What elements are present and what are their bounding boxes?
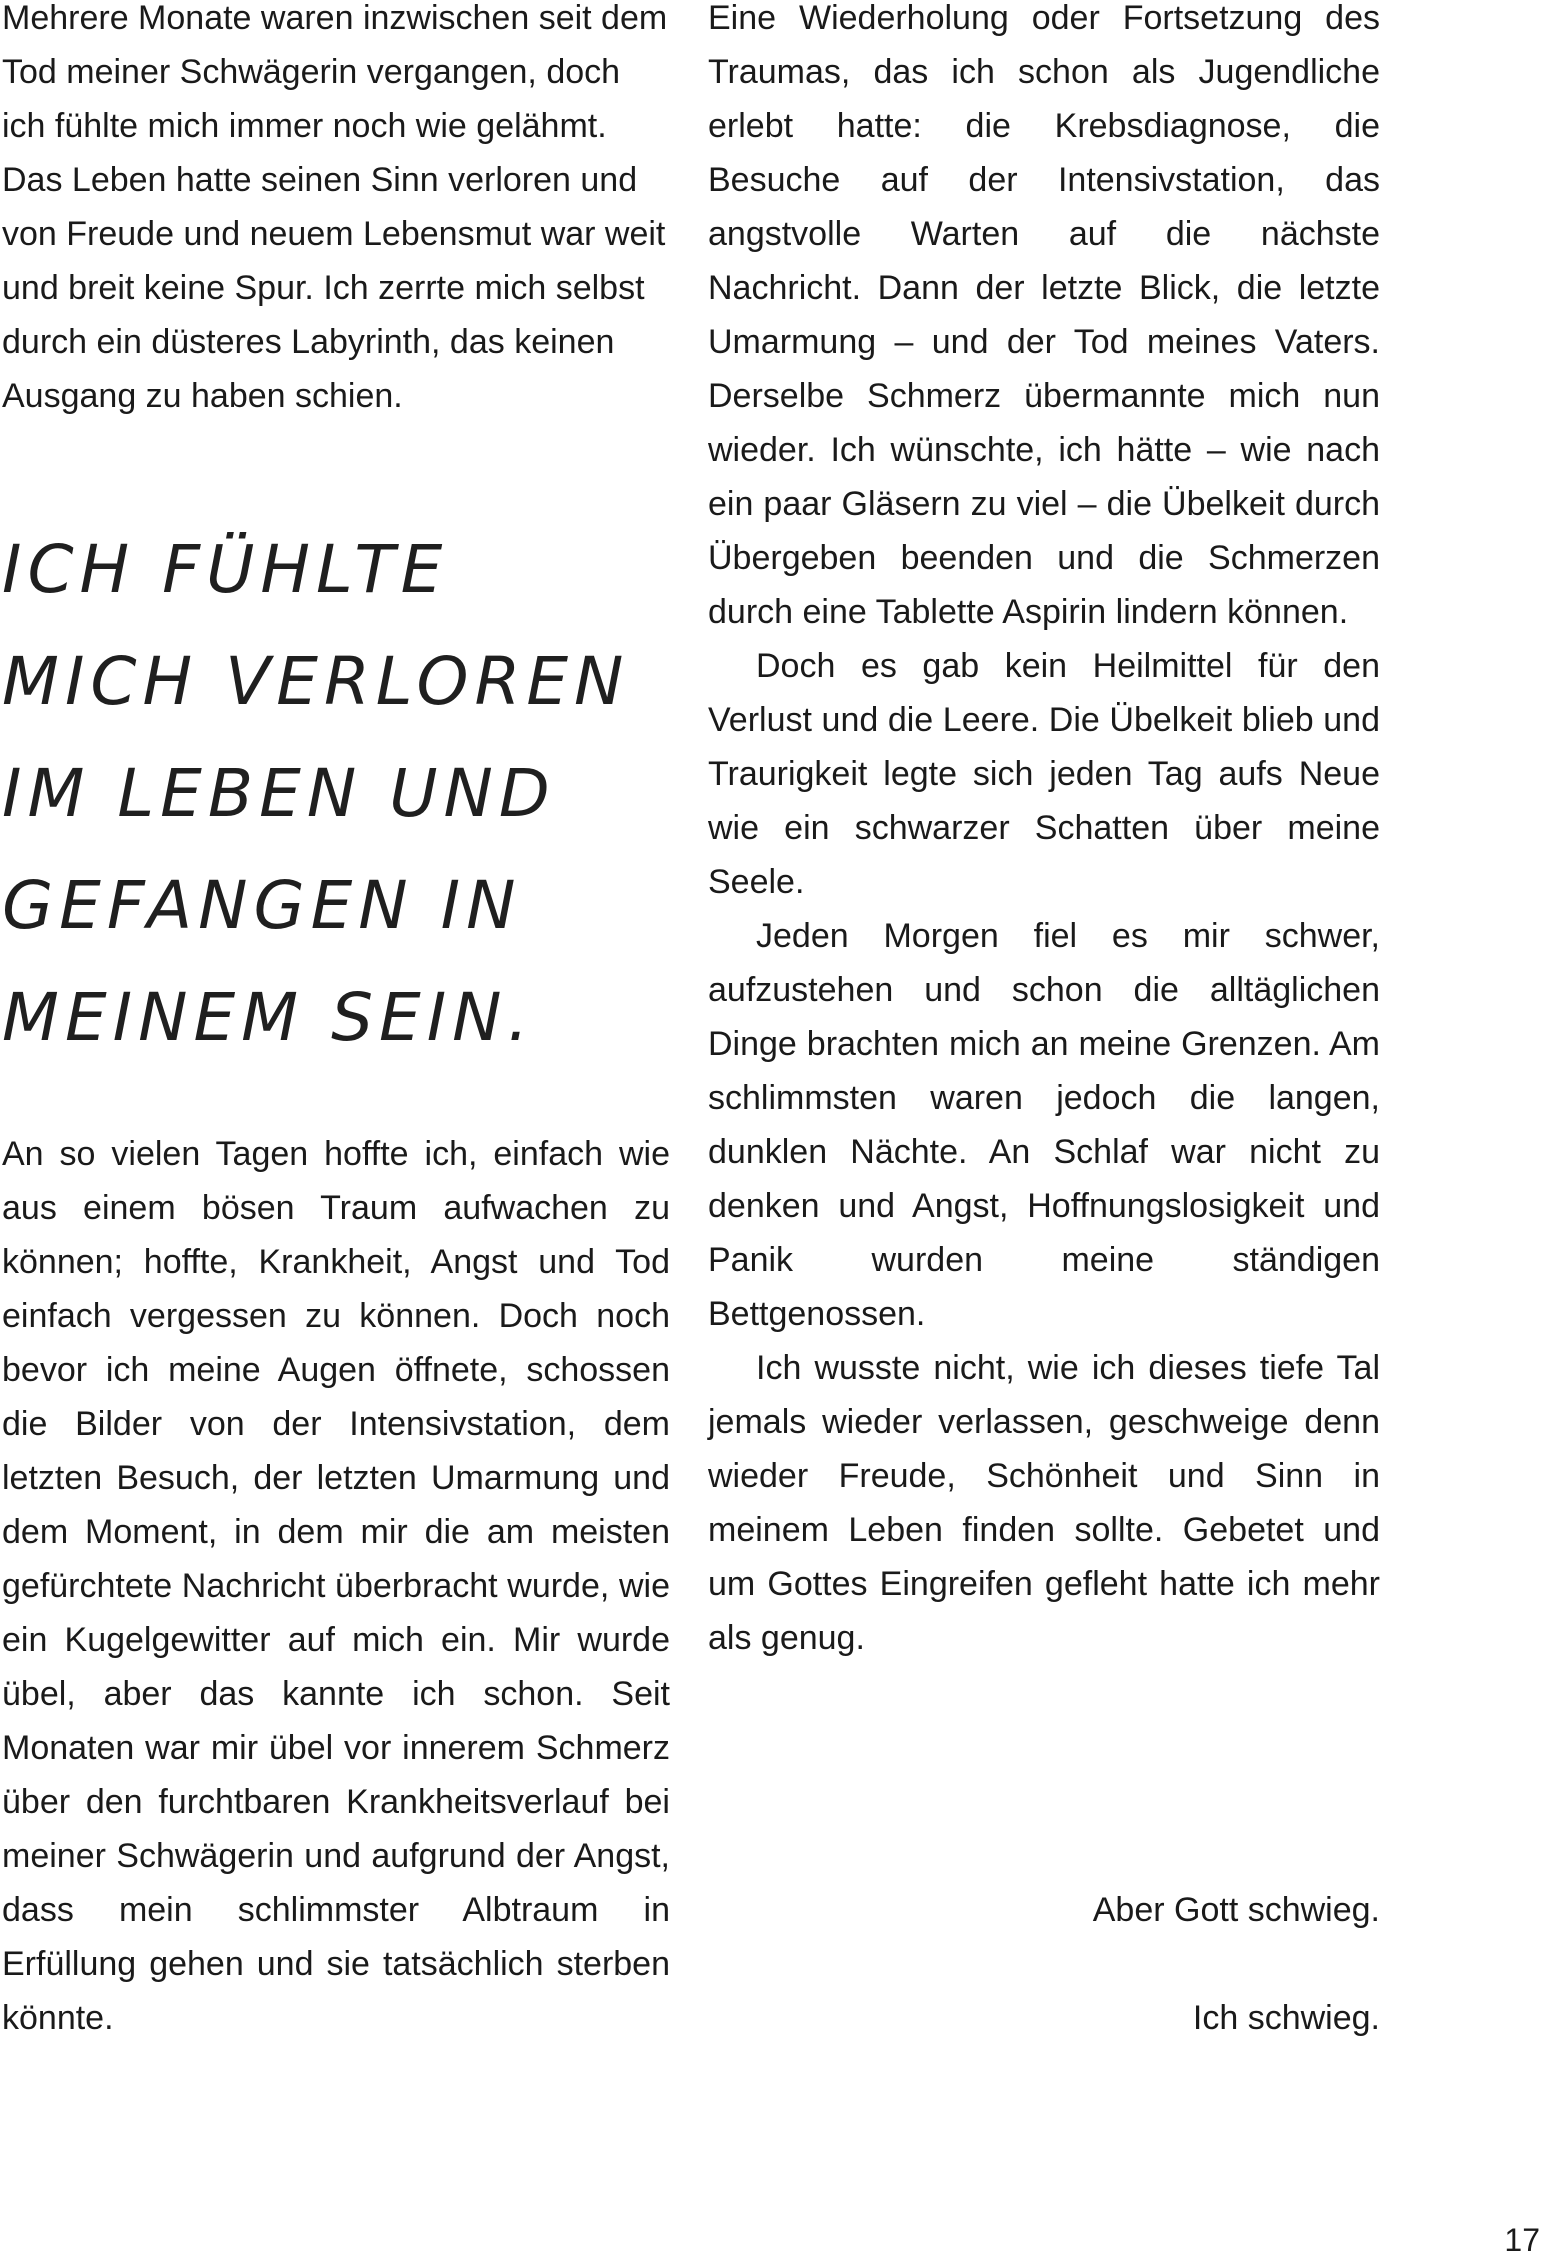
closing-line-i-silent: Ich schwieg. xyxy=(1192,1999,1380,2037)
pull-quote-line: MEINEM SEIN. xyxy=(2,979,535,1056)
left-paragraph-1: Mehrere Monate waren inzwischen seit dem Tod meiner Schwägerin vergangen, doch ich fühlte mich immer noch wie gelähmt. Das Leben hatte seinen Sinn verloren und von Freude und neuem Lebensmut war weit und breit keine Spur. Ich zerrte mich selbst durch ein düsteres Labyrinth, das keinen Ausgang zu haben schien. xyxy=(2,0,668,415)
right-paragraph-3: Jeden Morgen fiel es mir schwer, aufzustehen und schon die alltäglichen Dinge brachten mich an meine Grenzen. Am schlimmsten waren jedoch die langen, dunklen Nächte. An Schlaf war nicht zu denken und Angst, Hoffnungslosigkeit und Panik wurden meine ständigen Bettgenossen. xyxy=(708,917,1380,1333)
right-paragraph-2: Doch es gab kein Heilmittel für den Verlust und die Leere. Die Übelkeit blieb und Traurigkeit legte sich jeden Tag aufs Neue wie ein schwarzer Schatten über meine Seele. xyxy=(708,647,1380,901)
right-paragraph-4: Ich wusste nicht, wie ich dieses tiefe Tal jemals wieder verlassen, geschweige denn wieder Freude, Schönheit und Sinn in meinem Leben finden sollte. Gebetet und um Gottes Eingreifen gefleht hatte ich mehr als genug. xyxy=(708,1349,1380,1657)
right-text-block xyxy=(708,0,1380,1665)
pull-quote-line: IM LEBEN UND xyxy=(2,755,556,832)
right-paragraph-1: Eine Wiederholung oder Fortsetzung des Traumas, das ich schon als Jugendliche erlebt hatte: die Krebsdiagnose, die Besuche auf der Intensivstation, das angstvolle Warten auf die nächste Nachricht. Dann der letzte Blick, die letzte Umarmung – und der Tod meines Vaters. Derselbe Schmerz übermannte mich nun wieder. Ich wünschte, ich hätte – wie nach ein paar Gläsern zu viel – die Übelkeit durch Übergeben beenden und die Schmerzen durch eine Tablette Aspirin lindern können. xyxy=(708,0,1380,631)
page-number: 17 xyxy=(1504,2222,1540,2258)
pull-quote-line: MICH VERLOREN xyxy=(2,643,630,720)
pull-quote-line: GEFANGEN IN xyxy=(2,867,522,944)
pull-quote-line: ICH FÜHLTE xyxy=(2,531,449,608)
left-paragraph-2: An so vielen Tagen hoffte ich, einfach wie aus einem bösen Traum aufwachen zu können; hoffte, Krankheit, Angst und Tod einfach vergessen zu können. Doch noch bevor ich meine Augen öffnete, schossen die Bilder von der Intensivstation, dem letzten Besuch, der letzten Umarmung und dem Moment, in dem mir die am meisten gefürchtete Nachricht überbracht wurde, wie ein Kugelgewitter auf mich ein. Mir wurde übel, aber das kannte ich schon. Seit Monaten war mir übel vor innerem Schmerz über den furchtbaren Krankheitsverlauf bei meiner Schwägerin und aufgrund der Angst, dass mein schlimmster Albtraum in Erfüllung gehen und sie tatsächlich sterben könnte. xyxy=(2,1135,670,2037)
pull-quote xyxy=(2,514,682,1074)
closing-line-god-silent: Aber Gott schwieg. xyxy=(1092,1891,1380,1929)
